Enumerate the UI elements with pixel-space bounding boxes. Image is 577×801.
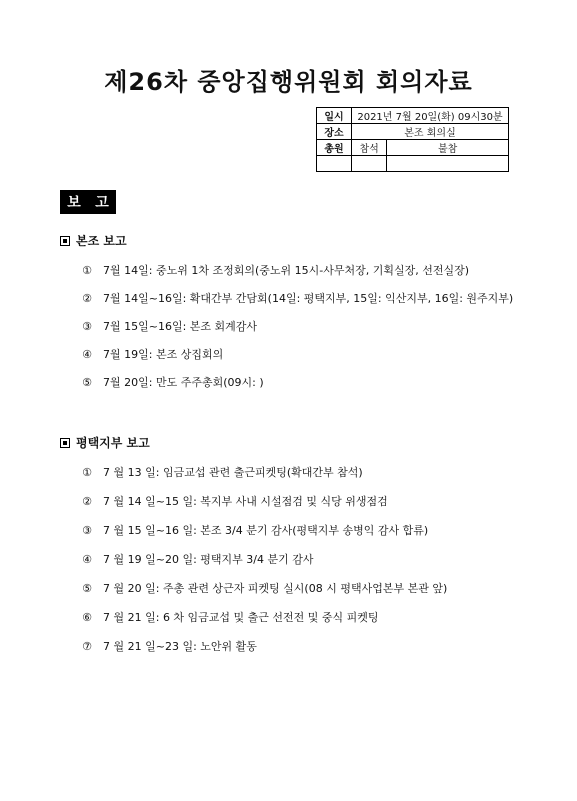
list-item [80,638,257,654]
list-item [80,346,223,362]
meeting-info-table [316,107,509,172]
section-title-pyeongtaek [60,434,150,451]
place-value: 본조 회의실 [352,124,509,140]
list-item [80,374,264,390]
list-item [80,290,513,306]
attend-label: 참석 [352,140,387,156]
list-item-text: 7 월 15 일~16 일: 본조 3/4 분기 감사(평택지부 송병익 감사 합류) [103,524,429,537]
date-label: 일시 [317,108,352,124]
attend-value [352,156,387,172]
date-value: 2021년 7월 20일(화) 09시30분 [352,108,509,124]
list-item [80,551,313,567]
list-item [80,318,257,334]
absent-value [387,156,509,172]
list-item-text: 7 월 13 일: 임금교섭 관련 출근피켓팅(확대간부 참석) [103,466,363,479]
list-item-text: 7 월 14 일~15 일: 복지부 사내 시설점검 및 식당 위생점검 [103,495,388,508]
report-heading-char: 고 [95,195,109,211]
total-value [317,156,352,172]
list-item [80,493,388,509]
total-label: 총원 [317,140,352,156]
report-heading [60,190,116,214]
place-label: 장소 [317,124,352,140]
circled-number-icon: ④ [82,347,92,361]
list-item-text: 7 월 19 일~20 일: 평택지부 3/4 분기 감사 [103,553,314,566]
circled-number-icon: ③ [82,319,92,333]
section-title-hq [60,232,127,249]
list-item [80,262,469,278]
list-item-text: 7월 14일: 중노위 1차 조정회의(중노위 15시-사무처장, 기획실장, 선전실장) [103,264,469,277]
list-item-text: 7월 19일: 본조 상집회의 [103,348,224,361]
list-item [80,580,447,596]
list-item-text: 7월 14일~16일: 확대간부 간담회(14일: 평택지부, 15일: 익산지부, 16일: 원주지부) [103,292,514,305]
circled-number-icon: ⑦ [82,639,92,653]
list-item-text: 7월 20일: 만도 주주총회(09시: ) [103,376,264,389]
circled-number-icon: ① [82,465,92,479]
circled-number-icon: ① [82,263,92,277]
circled-number-icon: ④ [82,552,92,566]
absent-label: 불참 [387,140,509,156]
circled-number-icon: ② [82,494,92,508]
circled-number-icon: ⑤ [82,581,92,595]
report-heading-char: 보 [67,195,81,211]
list-item-text: 7 월 21 일~23 일: 노안위 활동 [103,640,257,653]
page-title: 제26차 중앙집행위원회 회의자료 [104,68,473,96]
list-item [80,609,379,625]
circled-number-icon: ⑤ [82,375,92,389]
square-bullet-icon [60,236,70,246]
circled-number-icon: ③ [82,523,92,537]
list-item [80,522,428,538]
circled-number-icon: ⑥ [82,610,92,624]
list-item-text: 7월 15일~16일: 본조 회계감사 [103,320,258,333]
list-item-text: 7 월 20 일: 주총 관련 상근자 피켓팅 실시(08 시 평택사업본부 본관 앞) [103,582,448,595]
square-bullet-icon [60,438,70,448]
circled-number-icon: ② [82,291,92,305]
list-item [80,464,363,480]
list-item-text: 7 월 21 일: 6 차 임금교섭 및 출근 선전전 및 중식 피켓팅 [103,611,379,624]
section-title-text: 평택지부 보고 [76,436,150,450]
section-title-text: 본조 보고 [76,234,127,248]
